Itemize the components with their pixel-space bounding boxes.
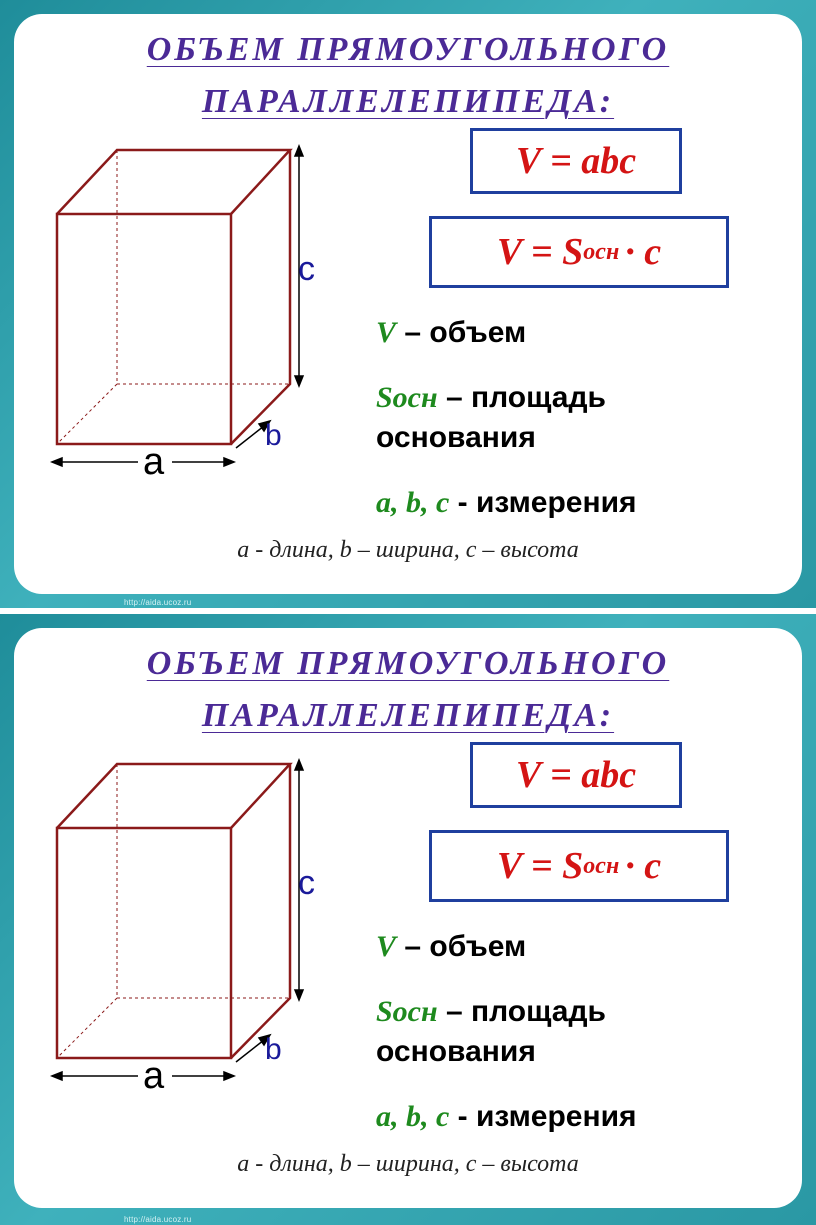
def-base-text-1: – площадь bbox=[437, 381, 606, 414]
caption: a - длина, b – ширина, c – высота bbox=[237, 537, 579, 563]
title-line-2: ПАРАЛЛЕЛЕПИПЕДА: bbox=[201, 697, 615, 734]
def-base-symbol: Sосн bbox=[376, 995, 438, 1028]
def-dimensions bbox=[376, 486, 637, 520]
formula-box-abc bbox=[470, 128, 682, 194]
slide-1 bbox=[0, 0, 816, 608]
title-line-1: ОБЪЕМ ПРЯМОУГОЛЬНОГО bbox=[146, 31, 670, 68]
def-volume-text: – объем bbox=[396, 316, 527, 349]
def-volume-symbol: V bbox=[376, 316, 397, 349]
formula-box-base bbox=[429, 216, 729, 288]
right-back-edge bbox=[231, 764, 290, 1058]
slide-title bbox=[0, 24, 816, 128]
def-base-symbol: Sосн bbox=[376, 381, 438, 414]
hidden-edges bbox=[57, 150, 290, 444]
formula-box-abc bbox=[470, 742, 682, 808]
def-base-text-2: основания bbox=[376, 421, 536, 454]
label-a: a bbox=[143, 1055, 165, 1094]
def-dims-symbol: a, b, c bbox=[376, 1100, 450, 1133]
def-base-text-1: – площадь bbox=[437, 995, 606, 1028]
label-c: c bbox=[298, 250, 315, 288]
dimension-arrows bbox=[52, 146, 303, 466]
def-base-area bbox=[376, 378, 606, 458]
def-base-area bbox=[376, 992, 606, 1072]
def-volume-symbol: V bbox=[376, 930, 397, 963]
slide-2 bbox=[0, 614, 816, 1225]
def-dims-text: - измерения bbox=[449, 1100, 637, 1133]
def-volume bbox=[376, 316, 526, 350]
credit-url: http://aida.ucoz.ru bbox=[124, 1215, 192, 1224]
title-line-2: ПАРАЛЛЕЛЕПИПЕДА: bbox=[201, 83, 615, 120]
formula-base-sub: осн bbox=[583, 852, 620, 879]
formula-base-main: V = S bbox=[496, 845, 584, 887]
front-face bbox=[57, 214, 231, 444]
formula-base-sub: осн bbox=[583, 238, 620, 265]
title-line-1: ОБЪЕМ ПРЯМОУГОЛЬНОГО bbox=[146, 645, 670, 682]
dimension-arrows bbox=[52, 760, 303, 1080]
label-c: c bbox=[298, 864, 315, 902]
def-dims-text: - измерения bbox=[449, 486, 637, 519]
parallelepiped-figure bbox=[40, 130, 340, 480]
caption: a - длина, b – ширина, c – высота bbox=[237, 1151, 579, 1177]
label-b: b bbox=[265, 419, 282, 452]
hidden-edges bbox=[57, 764, 290, 1058]
top-face-edges bbox=[57, 150, 290, 214]
def-base-text-2: основания bbox=[376, 1035, 536, 1068]
formula-abc: V = abc bbox=[515, 140, 637, 182]
def-dims-symbol: a, b, c bbox=[376, 486, 450, 519]
formula-base-tail: · c bbox=[625, 845, 662, 887]
formula-base-main: V = S bbox=[496, 231, 584, 273]
top-face-edges bbox=[57, 764, 290, 828]
right-back-edge bbox=[231, 150, 290, 444]
def-volume-text: – объем bbox=[396, 930, 527, 963]
credit-url: http://aida.ucoz.ru bbox=[124, 598, 192, 607]
formula-base-tail: · c bbox=[625, 231, 662, 273]
slide-title bbox=[0, 638, 816, 742]
def-volume bbox=[376, 930, 526, 964]
parallelepiped-figure bbox=[40, 744, 340, 1094]
front-face bbox=[57, 828, 231, 1058]
label-a: a bbox=[143, 441, 165, 480]
def-dimensions bbox=[376, 1100, 637, 1134]
formula-abc: V = abc bbox=[515, 754, 637, 796]
label-b: b bbox=[265, 1033, 282, 1066]
formula-box-base bbox=[429, 830, 729, 902]
